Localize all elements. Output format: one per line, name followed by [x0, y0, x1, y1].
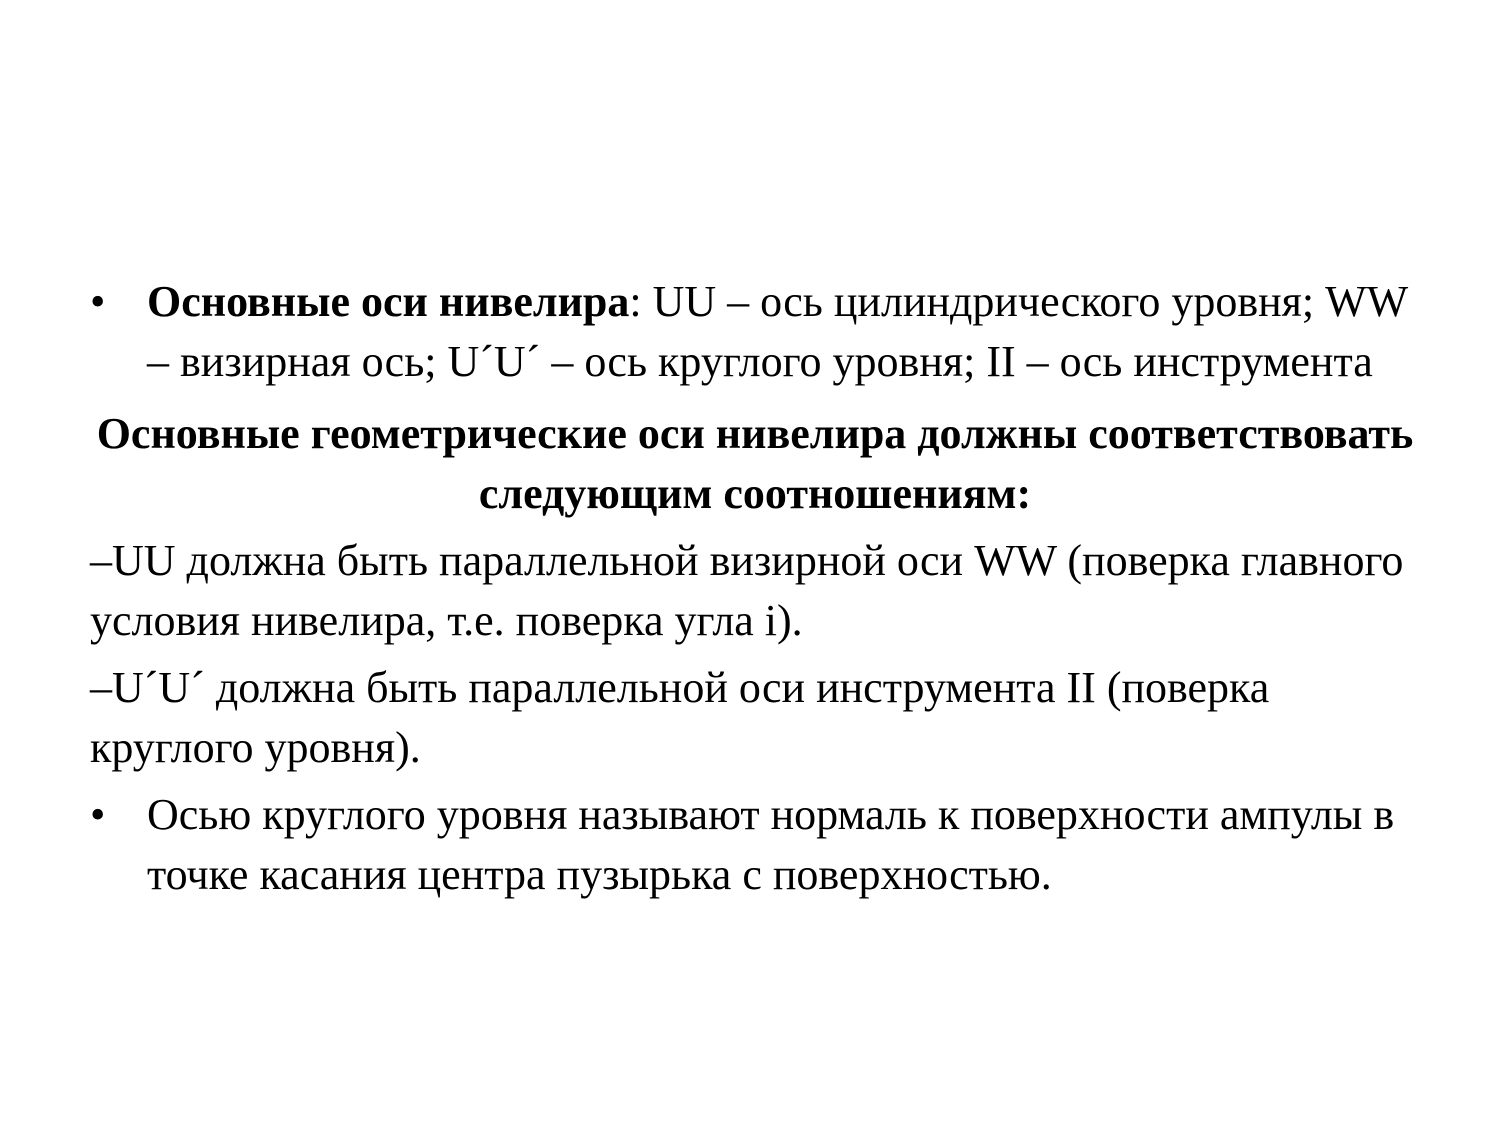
main-axes-definition: : UU – ось цилиндрического уровня; WW – визирная ось; U´U´ – ось круглого уровня; II – ось инструмента	[147, 277, 1408, 386]
condition-uu-ww: –UU должна быть параллельной визирной оси WW (поверка главного условия нивелира, т.е. поверка угла i).	[90, 536, 1404, 645]
bullet-main-axes	[90, 272, 1420, 392]
conditions-heading: Основные геометрические оси нивелира должны соответствовать следующим соотношениям:	[96, 409, 1414, 518]
bullet-marker: •	[90, 790, 106, 839]
circular-level-axis-definition: Осью круглого уровня называют нормаль к поверхности ампулы в точке касания центра пузырька с поверхностью.	[147, 790, 1395, 899]
bullet-marker: •	[90, 277, 106, 326]
condition-uu-ii: –U´U´ должна быть параллельной оси инструмента II (поверка круглого уровня).	[90, 663, 1270, 772]
main-axes-term: Основные оси нивелира	[147, 277, 630, 326]
bullet-circular-level-axis	[90, 785, 1420, 905]
slide-content	[90, 272, 1420, 905]
